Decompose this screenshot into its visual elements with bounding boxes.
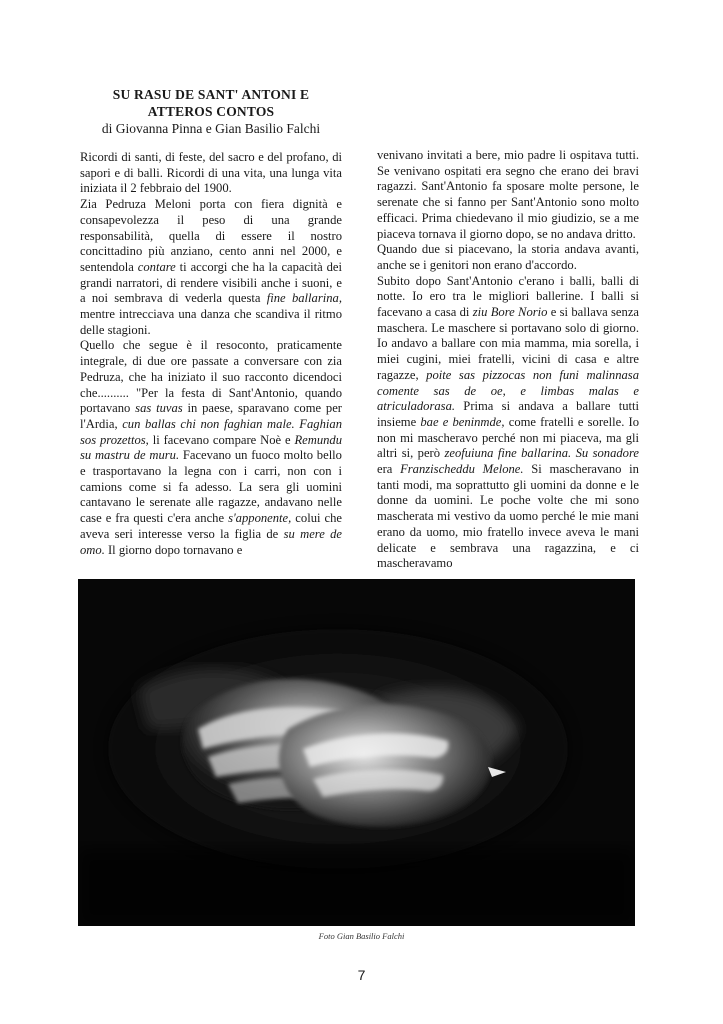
page-number: 7 <box>357 967 366 983</box>
paragraph-serenate: venivano invitati a bere, mio padre li ospitava tutti. Se venivano ospitati era segno che erano dei bravi ragazzi. Sant'Antonio fa sposare molte persone, le serenate che si fanno per Sant'Antonio sono molto efficaci. Prima chiedevano il mio giudizio, se a me piaceva tornava il giorno dopo, se no andava dritto. <box>377 148 639 241</box>
left-text-column <box>80 150 342 558</box>
right-text-column <box>377 148 639 572</box>
article-title-line-1: SU RASU DE SANT' ANTONI E <box>112 87 310 102</box>
paragraph-storia: Quando due si piacevano, la storia andava avanti, anche se i genitori non erano d'accordo. <box>377 242 639 272</box>
hands-photo <box>78 579 635 926</box>
paragraph-zia-pedruza: Zia Pedruza Meloni porta con fiera dignità e consapevolezza il peso di una grande responsabilità, quella di essere il nostro concittadino più anziano, cento anni nel 2000, e sentendola contare ti accorgi che ha la capacità dei grandi narratori, di rendere visibili anche i suoni, e a noi sembrava di vederla questa fine ballarina, mentre intrecciava una danza che scandiva il ritmo delle stagioni. <box>80 197 342 337</box>
paragraph-balli: Subito dopo Sant'Antonio c'erano i balli, balli di notte. Io ero tra le migliori ballerine. I balli si facevano a casa di ziu Bore Norio e si ballava senza maschera. Le maschere si portavano solo di giorno. Io andavo a ballare con mia mamma, mia sorella, i miei cugini, miei fratelli, vicini di casa e altre ragazze, poite sas pizzocas non funi malinnasa comente sas de oe, e limbas malas e atriculadorasa. Prima si andava a ballare tutti insieme bae e beninmde, come fratelli e sorelle. Io non mi mascheravo perché non mi piaceva, ma gli altri si, però zeofuiuna fine ballarina. Su sonadore era Franzischeddu Melone. Si mascheravano in tanti modi, ma soprattutto gli uomini da donne e le donne da uomini. Le poche volte che mi sono mascherata mi vestivo da uomo perché le mie mani erano da uomo, mio fratello invece aveva le mani delicate e sembrava una ragazzina, e ci mascheravamo <box>377 273 640 571</box>
paragraph-resoconto: Quello che segue è il resoconto, praticamente integrale, di due ore passate a conversare con zia Pedruza, che ha iniziato il suo racconto dicendoci che.......... "Per la festa di Sant'Antonio, quando portavano sas tuvas in paese, sparavano come per l'Ardia, cun ballas chi non faghian male. Faghian sos prozettos, li facevano compare Noè e Remundu su mastru de muru. Facevano un fuoco molto bello e trasportavano la legna con i carri, non con i camions come si fa adesso. La sera gli uomini cantavano le serenate alle ragazze, andavano nelle case e fra questi c'era anche s'apponente, colui che aveva seri interesse verso la figlia de su mere de omo. Il giorno dopo tornavano e <box>80 338 343 557</box>
photo-caption: Foto Gian Basilio Falchi <box>318 931 405 941</box>
article-header <box>80 86 342 138</box>
hands-photo-illustration <box>78 579 635 926</box>
article-authors: di Giovanna Pinna e Gian Basilio Falchi <box>101 121 321 136</box>
article-title-line-2: ATTEROS CONTOS <box>147 104 275 119</box>
paragraph-intro: Ricordi di santi, di feste, del sacro e del profano, di sapori e di balli. Ricordi di una vita, una lunga vita iniziata il 2 febbraio del 1900. <box>80 150 342 196</box>
